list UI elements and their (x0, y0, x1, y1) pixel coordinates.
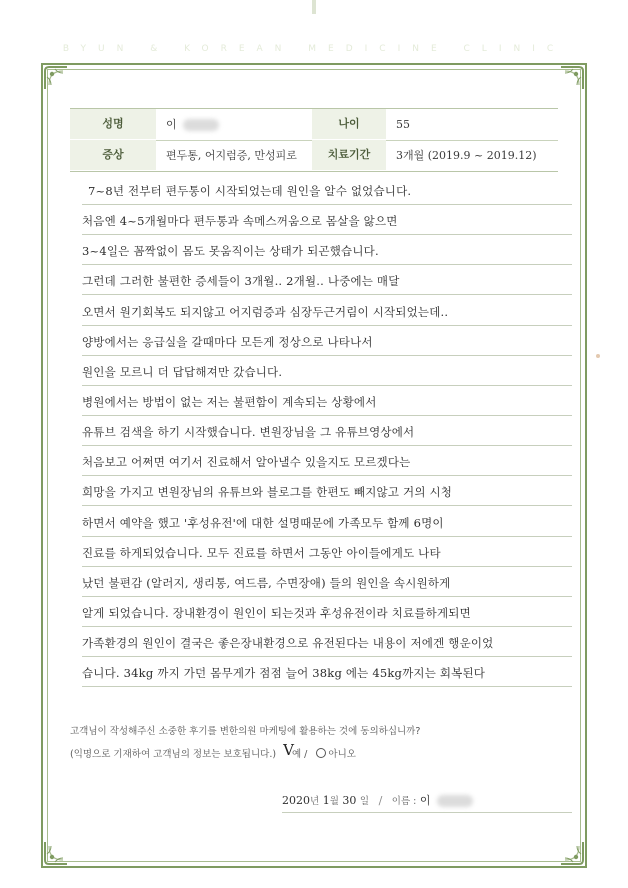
review-line: 오면서 원기회복도 되지않고 어지럼증과 심장두근거림이 시작되었는데.. (82, 299, 572, 326)
corner-ornament-icon (559, 840, 585, 866)
name-redaction (183, 119, 219, 131)
name-label: 성명 (70, 109, 156, 139)
age-value: 55 (396, 118, 410, 131)
consent-yes-option[interactable] (283, 741, 302, 760)
symptom-value: 편두통, 어지럼증, 만성피로 (166, 149, 297, 162)
sign-year-unit: 년 (310, 796, 320, 807)
review-line: 습니다. 34kg 까지 가던 몸무게가 점점 늘어 38kg 에는 45kg까지는 회복된다 (82, 660, 572, 687)
review-line: 알게 되었습니다. 장내환경이 원인이 되는것과 후성유전이라 치료를하게되면 (82, 600, 572, 627)
sign-name-redaction (437, 795, 473, 807)
period-value: 3개월 (2019.9 ~ 2019.12) (396, 149, 537, 162)
signature-line (282, 790, 572, 813)
name-value (166, 109, 308, 139)
review-line: 유튜브 검색을 하기 시작했습니다. 변원장님을 그 유튜브영상에서 (82, 419, 572, 446)
consent-question: 고객님이 작성해주신 소중한 후기를 변한의원 마케팅에 활용하는 것에 동의하십니까? (70, 726, 421, 737)
radio-circle-icon (316, 748, 326, 758)
name-value-text: 이 (166, 118, 177, 131)
sign-separator: / (378, 794, 383, 807)
checkmark-icon: V (283, 741, 294, 759)
period-label: 치료기간 (312, 140, 386, 170)
consent-note: (익명으로 기재하여 고객님의 정보는 보호됩니다.) (70, 749, 277, 760)
clinic-header: BYUN & KOREAN MEDICINE CLINIC (62, 44, 566, 54)
info-row-symptom-period (70, 140, 558, 171)
marketing-consent (70, 722, 560, 765)
sign-name-label: 이름 : (391, 796, 417, 807)
review-line: 하면서 예약을 했고 '후성유전'에 대한 설명때문에 가족모두 함께 6명이 (82, 510, 572, 537)
sign-day: 30 (342, 794, 357, 807)
review-line: 진료를 하게되었습니다. 모두 진료를 하면서 그동안 아이들에게도 나타 (82, 540, 572, 567)
consent-yes-label: 예 (291, 749, 302, 760)
review-line: 처음보고 어쩌면 여기서 진료해서 알아낼수 있을지도 모르겠다는 (82, 449, 572, 476)
consent-options (70, 742, 560, 765)
review-line: 양방에서는 응급실을 갈때마다 모든게 정상으로 나타나서 (82, 329, 572, 356)
sign-month: 1 (322, 794, 330, 807)
review-line: 났던 불편감 (알러지, 생리통, 여드름, 수면장애) 들의 원인을 속시원하게 (82, 570, 572, 597)
info-row-name-age (70, 109, 558, 141)
top-edge-mark (312, 0, 316, 14)
age-label: 나이 (312, 109, 386, 139)
review-line: 가족환경의 원인이 결국은 좋은장내환경으로 유전된다는 내용이 저에겐 행운이었 (82, 630, 572, 657)
sign-month-unit: 월 (329, 796, 339, 807)
consent-divider: / (304, 749, 308, 760)
review-line: 3~4일은 꼼짝없이 몸도 못움직이는 상태가 되곤했습니다. (82, 238, 572, 265)
consent-no-label: 아니오 (328, 749, 356, 760)
sign-year: 2020 (282, 794, 310, 807)
consent-no-option[interactable] (310, 749, 356, 760)
review-line: 희망을 가지고 변원장님의 유튜브와 블로그를 한편도 빼지않고 거의 시청 (82, 479, 572, 506)
sign-name-value: 이 (419, 794, 431, 807)
review-line: 원인을 모르니 더 답답해져만 갔습니다. (82, 359, 572, 386)
paper-speck (596, 354, 600, 358)
corner-ornament-icon (559, 65, 585, 91)
corner-ornament-icon (43, 65, 69, 91)
corner-ornament-icon (43, 840, 69, 866)
sign-day-unit: 일 (359, 796, 370, 807)
patient-info-table (70, 108, 558, 172)
review-line: 그런데 그러한 불편한 증세들이 3개월.. 2개월.. 나중에는 매달 (82, 268, 572, 295)
symptom-label: 증상 (70, 140, 156, 170)
review-body (82, 178, 572, 690)
review-line: 7~8년 전부터 편두통이 시작되었는데 원인을 알수 없었습니다. (82, 178, 572, 205)
review-line: 처음엔 4~5개월마다 편두통과 속메스꺼움으로 몸살을 앓으면 (82, 208, 572, 235)
review-line: 병원에서는 방법이 없는 저는 불편함이 계속되는 상황에서 (82, 389, 572, 416)
